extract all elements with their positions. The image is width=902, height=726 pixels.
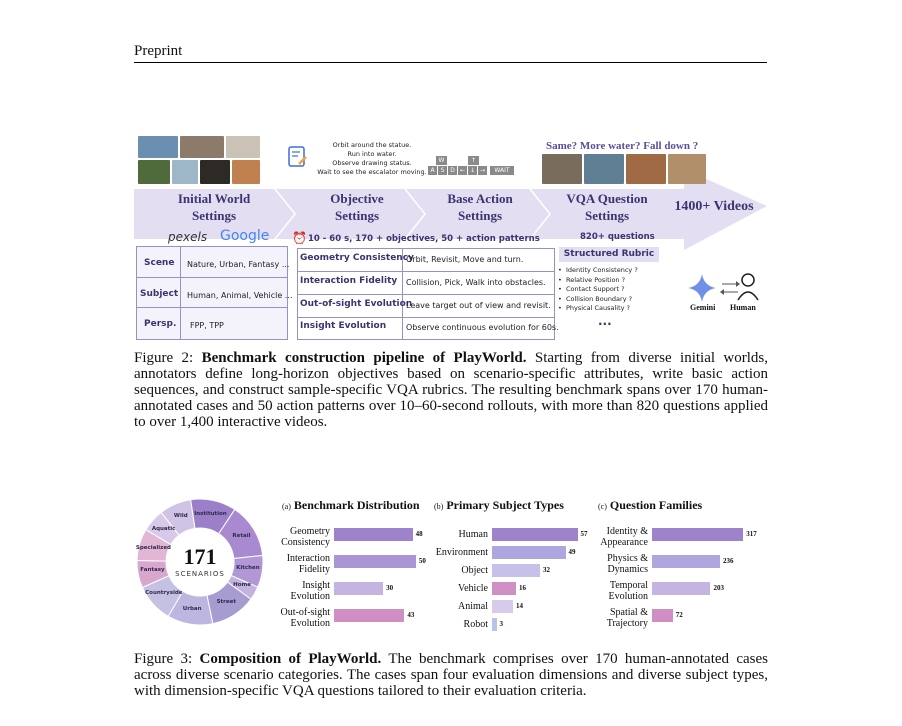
donut-slice-label: Street (216, 598, 236, 605)
rubric-item: • Collision Boundary ? (558, 294, 633, 303)
bar-value-label: 30 (386, 584, 394, 592)
panel-title (282, 498, 420, 513)
objective-value: Orbit, Revisit, Move and turn. (406, 255, 524, 264)
panel-title-text: Primary Subject Types (446, 498, 564, 512)
bar (492, 618, 497, 631)
bar-category-label: Interaction Fidelity (286, 553, 330, 575)
bar (652, 528, 743, 541)
questions-count: 820+ questions (580, 232, 655, 242)
bar (652, 582, 710, 595)
vqa-photo (626, 154, 666, 184)
world-photo (138, 136, 178, 158)
key-d: D (448, 166, 457, 175)
bar-category-label: Temporal Evolution (608, 580, 648, 602)
rubric-item-text: Identity Consistency ? (565, 266, 638, 274)
vqa-photo (542, 154, 582, 184)
human-icon (742, 274, 754, 286)
caption-bold: Composition of PlayWorld. (199, 651, 382, 667)
table-divider (136, 307, 288, 308)
key-down: ↓ (469, 167, 476, 174)
donut-slice-label: Home (233, 582, 251, 589)
objective-example: Orbit around the statue. (332, 141, 412, 149)
bar-value-label: 32 (543, 566, 550, 574)
caption-text: The benchmark comprises over 170 human-annotated cases across diverse scenario categories. The cases span four evaluation dimensions and diverse subject types, with dimension-specific VQA questions tailored to their evaluation criteria. (134, 651, 768, 699)
alarm-clock-icon: ⏰ (292, 231, 307, 245)
bar-value-label: 14 (516, 602, 523, 610)
panel-title-text: Question Families (609, 498, 703, 512)
bar-category-label: Robot (463, 619, 488, 630)
table-divider (136, 277, 288, 278)
key-left: ← (459, 167, 466, 174)
rubric-item: • Identity Consistency ? (558, 266, 638, 274)
bar-value-label: 236 (722, 557, 734, 565)
donut-slice-label: Institution (194, 510, 227, 517)
figure-2-caption (134, 350, 768, 430)
world-photo (200, 160, 230, 184)
panel-title-text: Benchmark Distribution (293, 498, 420, 512)
stage-initial-world: Initial World Settings (177, 191, 251, 223)
table-divider (297, 271, 555, 272)
donut-slice-label: Wild (173, 513, 188, 520)
world-key-persp: Persp. (144, 319, 177, 329)
stage-objective: Objective Settings (330, 191, 384, 223)
world-photo (226, 136, 260, 158)
world-value-subject: Human, Animal, Vehicle ... (187, 291, 293, 300)
bar-category-label: Out-of-sight Evolution (280, 607, 330, 629)
panel-tag: (c) (598, 502, 607, 511)
rubric-list (558, 266, 638, 314)
bar-value-label: 49 (568, 548, 576, 556)
world-photo (138, 160, 170, 184)
table-divider (297, 317, 555, 318)
stage-base-action: Base Action Settings (447, 191, 513, 223)
gemini-icon (688, 274, 716, 302)
rubric-item-text: Contact Support ? (565, 285, 625, 293)
bar-category-label: Animal (458, 601, 488, 612)
running-head: Preprint (134, 43, 183, 59)
judge-gemini-label: Gemini (690, 303, 716, 312)
key-up: ↑ (468, 156, 479, 165)
donut-slice-label: Urban (182, 605, 202, 612)
objective-stats: 10 - 60 s, 170 + objectives, 50 + action patterns (308, 234, 540, 244)
caption-label: Figure 2: (134, 350, 194, 366)
bar-value-label: 48 (415, 530, 423, 538)
bar-value-label: 72 (675, 611, 683, 619)
bar (334, 555, 416, 568)
bar-category-label: Identity & Appearance (600, 526, 648, 548)
objective-key: Out-of-sight Evolution (300, 299, 413, 309)
bar-category-label: Object (461, 565, 488, 576)
bar-value-label: 57 (580, 530, 588, 538)
bar-category-label: Insight Evolution (290, 580, 330, 602)
bar-value-label: 3 (499, 620, 503, 628)
caption-bold: Benchmark construction pipeline of PlayWorld. (201, 350, 527, 366)
bar-value-label: 203 (713, 584, 724, 592)
objective-example: Observe drawing status. (332, 159, 412, 167)
panel-title (434, 498, 564, 513)
objective-example: Wait to see the escalator moving. (317, 168, 427, 176)
bar (492, 600, 513, 613)
donut-total: 171 (183, 544, 217, 569)
bar-category-label: Geometry Consistency (281, 526, 330, 548)
bar-category-label: Vehicle (458, 583, 488, 594)
donut-slice-label: Countryside (145, 590, 183, 597)
donut-slice-label: Specialized (135, 544, 171, 551)
panel-tag: (a) (282, 502, 291, 511)
rubric-title: Structured Rubric (559, 247, 659, 262)
bar (334, 609, 404, 622)
world-key-subject: Subject (140, 289, 179, 299)
header-rule (134, 62, 767, 63)
bar (492, 546, 566, 559)
table-divider (180, 246, 181, 340)
objective-key: Geometry Consistency (300, 253, 414, 263)
world-photo (172, 160, 198, 184)
rubric-more: ... (598, 314, 612, 328)
world-photo (180, 136, 224, 158)
table-divider (297, 294, 555, 295)
bar (334, 528, 413, 541)
key-w: W (436, 156, 447, 165)
caption-text: Starting from diverse initial worlds, annotators define long-horizon objectives based on scenario-specific attributes, write basic action sequences, and construct sample-specific VQA rubrics. The resulting benchmark spans over 170 human-annotated cases and 50 action patterns over 10–60-second rollouts, with more than 820 questions applied to over 1,400 interactive videos. (134, 350, 769, 430)
figure-3 (134, 494, 774, 634)
bar (492, 582, 516, 595)
bar-category-label: Physics & Dynamics (607, 553, 648, 575)
donut-slice-label: Retail (232, 532, 251, 539)
rubric-item: • Relative Position ? (558, 275, 626, 284)
bar-category-label: Human (458, 529, 488, 540)
pexels-logo: pexels (168, 230, 208, 244)
google-logo: Google (220, 228, 270, 244)
vqa-questions-header: Same? More water? Fall down ? (546, 140, 699, 152)
figure-3-caption (134, 651, 768, 699)
world-value-persp: FPP, TPP (190, 321, 224, 330)
objective-example: Run into water. (347, 150, 397, 158)
world-value-scene: Nature, Urban, Fantasy ... (187, 260, 290, 269)
rubric-item-text: Collision Boundary ? (565, 294, 633, 303)
rubric-item-text: Relative Position ? (565, 275, 626, 284)
judge-diagram (660, 268, 770, 308)
objective-value: Collision, Pick, Walk into obstacles. (406, 278, 546, 287)
panel-title (598, 498, 702, 513)
bar (652, 609, 673, 622)
vqa-photo (668, 154, 706, 184)
donut-slice-label: Aquatic (151, 525, 176, 532)
objective-value: Observe continuous evolution for 60s. (406, 323, 559, 332)
objective-key: Interaction Fidelity (300, 276, 398, 286)
bar-value-label: 43 (407, 611, 415, 619)
key-wait: WAIT (490, 166, 514, 175)
stage-vqa: VQA Question Settings (566, 191, 648, 223)
judge-human-label: Human (730, 303, 756, 312)
bar (652, 555, 720, 568)
donut-slice-label: Fantasy (140, 567, 165, 574)
caption-label: Figure 3: (134, 651, 193, 667)
donut-unit: SCENARIOS (175, 570, 225, 578)
objective-value: Leave target out of view and revisit. (406, 301, 551, 310)
figure-2 (134, 134, 774, 344)
rubric-item-text: Physical Causality ? (565, 304, 631, 312)
donut-slice-label: Kitchen (236, 565, 260, 572)
key-right: → (479, 167, 486, 174)
world-photo (232, 160, 260, 184)
bar-category-label: Spatial & Trajectory (606, 607, 648, 629)
stage-videos: 1400+ Videos (674, 199, 754, 214)
world-key-scene: Scene (144, 258, 175, 268)
bar (334, 582, 383, 595)
vqa-photo (584, 154, 624, 184)
bar (492, 528, 578, 541)
bar-value-label: 317 (746, 530, 757, 538)
bar (492, 564, 540, 577)
key-a: A (428, 166, 437, 175)
bar-value-label: 50 (418, 557, 426, 565)
bar-value-label: 16 (519, 584, 526, 592)
rubric-item: • Physical Causality ? (558, 304, 631, 312)
rubric-item: • Contact Support ? (558, 285, 625, 293)
panel-tag: (b) (434, 502, 444, 511)
objective-key: Insight Evolution (300, 321, 387, 331)
key-s: S (438, 166, 447, 175)
bar-category-label: Environment (435, 547, 488, 558)
